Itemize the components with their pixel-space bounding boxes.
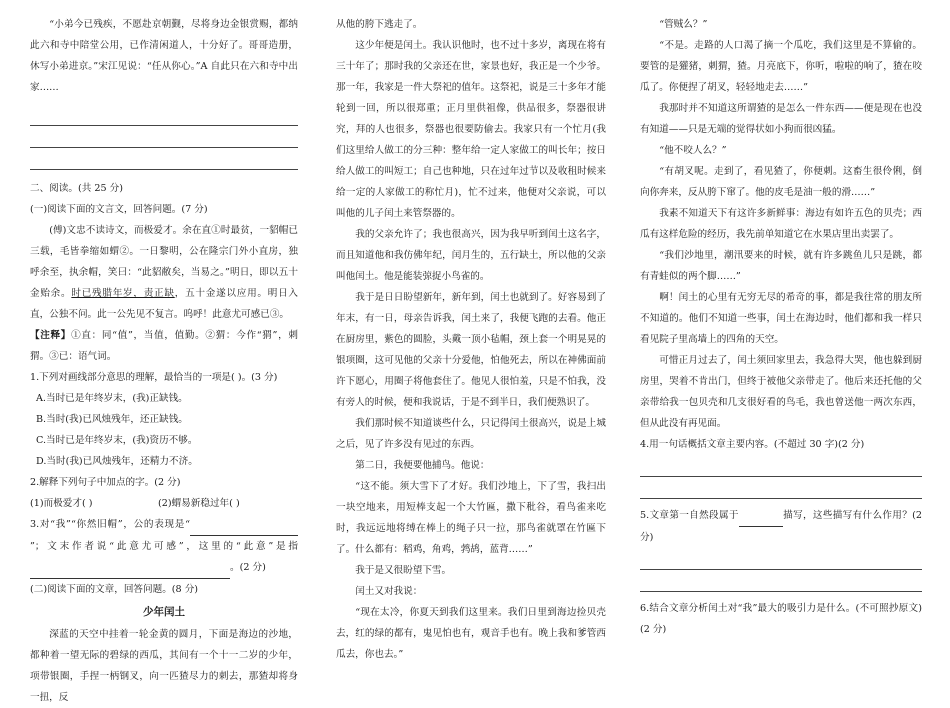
story-paragraph: 第二日，我便要他捕鸟。他说： bbox=[355, 460, 490, 471]
story-paragraph: “现在太冷，你夏天到我们这里来。我们日里到海边捡贝壳去，红的绿的都有，鬼见怕也有，观音手也有。晚上我和爹管西瓜去，你也去。” bbox=[336, 607, 606, 660]
classical-underlined: 时已残腊年岁，责正缺 bbox=[71, 288, 175, 299]
answer-line[interactable] bbox=[640, 477, 922, 499]
q3-end: 。(2 分) bbox=[230, 562, 266, 573]
story-paragraph: “有胡叉呢。走到了，看见猹了，你便刺。这畜生很伶俐，倒向你奔来，反从胯下窜了。他的皮毛是油一般的滑……” bbox=[640, 166, 922, 198]
q3-mid: ”；文末作者说“此意尤可感”，这里的“此意”是指 bbox=[30, 541, 298, 552]
story-paragraph: 闰土又对我说： bbox=[355, 586, 423, 597]
classical-pre: (傅)文忠不读诗文，而极爱才。余在直①时最贫，一貂帽已三载，毛皆拳缩如蝟②。一日黎明，公在隆宗门外小直房，独呼余至，执余帽，笑曰：“此貂敝矣，当易之。”明日，即以五十金贻余。 bbox=[30, 225, 298, 299]
notes-label: 【注释】 bbox=[30, 330, 72, 341]
part1-heading: (一)阅读下面的文言文，回答问题。(7 分) bbox=[30, 204, 208, 215]
question-3 bbox=[30, 514, 298, 579]
story-paragraph: “不是。走路的人口渴了摘一个瓜吃，我们这里是不算偷的。要管的是獾猪，刺猬，猹。月亮底下，你听，啦啦的响了，猹在咬瓜了。你便捏了胡叉，轻轻地走去……” bbox=[640, 40, 922, 93]
story-paragraph: 我那时并不知道这所谓猹的是怎么一件东西——便是现在也没有知道——只是无端的觉得状如小狗而很凶猛。 bbox=[640, 103, 922, 135]
story-paragraph: 我的父亲允许了；我也很高兴，因为我早听到闰土这名字，而且知道他和我仿佛年纪，闰月生的，五行缺土，所以他的父亲叫他闰土。他是能装弶捉小鸟雀的。 bbox=[336, 229, 606, 282]
story-paragraph: 我于是日日盼望新年，新年到，闰土也就到了。好容易到了年末，有一日，母亲告诉我，闰土来了，我便飞跑的去看。他正在厨房里，紫色的圆脸，头戴一顶小毡帽，颈上套一个明晃晃的银项圈，这可见他的父亲十分爱他，怕他死去，所以在神佛面前许下愿心，用圈子将他套住了。他见人很怕羞，只是不怕我，没有旁人的时候，便和我说话，于是不到半日，我们便熟识了。 bbox=[336, 292, 606, 408]
story-paragraph: “这不能。须大雪下了才好。我们沙地上，下了雪，我扫出一块空地来，用短棒支起一个大竹匾，撒下秕谷，看鸟雀来吃时，我远远地将缚在棒上的绳子只一拉，那鸟雀就罩在竹匾下了。什么都有：稻鸡，角鸡，鹁鸪，蓝背……” bbox=[336, 481, 606, 555]
part2-heading: (二)阅读下面的文章，回答问题。(8 分) bbox=[30, 584, 199, 595]
notes-text: ①直：同“值”，当值，值勤。②猬：今作“猬”，刺猬。③已：语气词。 bbox=[30, 330, 298, 362]
column-left bbox=[30, 0, 299, 703]
q5-blank[interactable] bbox=[739, 505, 783, 527]
classical-text bbox=[30, 220, 298, 325]
answer-line[interactable] bbox=[30, 104, 298, 126]
q2-item-2[interactable]: (2)蝟易新稳过年( ) bbox=[158, 498, 240, 509]
story-paragraph: 我于是又很盼望下雪。 bbox=[355, 565, 452, 576]
notes bbox=[30, 325, 298, 367]
question-6: 6.结合文章分析闰土对“我”最大的吸引力是什么。(不可照抄原文)(2 分) bbox=[640, 603, 922, 635]
classical-post: ，五十金遂以应用。明日入直，公独不问。此一公先见不复言。呜呼！此意尤可感已③。 bbox=[30, 288, 299, 320]
q1-option-a[interactable]: A.当时已是年终岁末，(我)正缺钱。 bbox=[36, 393, 188, 404]
story-title: 少年闰土 bbox=[143, 606, 185, 618]
q2-items bbox=[30, 493, 298, 514]
story-paragraph: 从他的胯下逃走了。 bbox=[336, 19, 423, 30]
story-paragraph: 啊！闰土的心里有无穷无尽的希奇的事，都是我往常的朋友所不知道的。他们不知道一些事，闰土在海边时，他们都和我一样只看见院子里高墙上的四角的天空。 bbox=[640, 292, 922, 345]
story-paragraph: “他不咬人么？” bbox=[659, 145, 727, 156]
section-title: 二、阅读。(共 25 分) bbox=[30, 183, 123, 194]
story-paragraph: 我素不知道天下有这许多新鲜事：海边有如许五色的贝壳；西瓜有这样危险的经历，我先前单知道它在水果店里出卖罢了。 bbox=[640, 208, 922, 240]
q1-option-d[interactable]: D.当时(我)已风烛残年，还精力不济。 bbox=[36, 456, 198, 467]
story-paragraph: 可惜正月过去了，闰土须回家里去，我急得大哭，他也躲到厨房里，哭着不肯出门，但终于被他父亲带走了。他后来还托他的父亲带给我一包贝壳和几支很好看的鸟毛，我也曾送他一两次东西，但从此没有再见面。 bbox=[640, 355, 922, 429]
story-paragraph: “我们沙地里，潮汛要来的时候，就有许多跳鱼儿只是跳，都有青蛙似的两个脚……” bbox=[640, 250, 922, 282]
story-paragraph: “管贼么？” bbox=[659, 19, 708, 30]
q5-pre: 5.文章第一自然段属于 bbox=[640, 510, 739, 521]
top-excerpt: “小弟今已残疾，不愿赴京朝觐，尽将身边金银赏赐，都纳此六和寺中陪堂公用，已作清闲道人，十分好了。哥哥造册，休写小弟进京。”宋江见说：“任从你心。”A 自此只在六和寺中出家…… bbox=[30, 19, 298, 93]
story-paragraph: 我们那时候不知道谈些什么，只记得闰土很高兴，说是上城之后，见了许多没有见过的东西。 bbox=[336, 418, 606, 450]
answer-line[interactable] bbox=[30, 148, 298, 170]
question-4: 4.用一句话概括文章主要内容。(不超过 30 字)(2 分) bbox=[640, 439, 865, 450]
story-paragraph-1: 深蓝的天空中挂着一轮金黄的圆月，下面是海边的沙地，都种着一望无际的碧绿的西瓜，其间有一个十一二岁的少年，项带银圈，手捏一柄钢叉，向一匹猹尽力的刺去，那猹却将身一扭，反 bbox=[30, 629, 298, 703]
column-right bbox=[640, 0, 922, 672]
question-5 bbox=[640, 505, 922, 548]
question-1: 1.下列对画线部分意思的理解，最恰当的一项是( )。(3 分) bbox=[30, 372, 278, 383]
q3-pre: 3.对“我”“你然旧帽”，公的表现是“ bbox=[30, 519, 190, 530]
q5-post: 描写，这些描写有什么作用？(2 分) bbox=[640, 510, 922, 543]
story-paragraph: 这少年便是闰土。我认识他时，也不过十多岁，离现在将有三十年了；那时我的父亲还在世，家景也好，我正是一个少爷。那一年，我家是一件大祭祀的值年。这祭祀，说是三十多年才能轮到一回，所以很郑重；正月里供祖像，供品很多，祭器很讲究，拜的人也很多，祭器也很要防偷去。我家只有一个忙月(我们这里给人做工的分三种：整年给一定人家做工的叫长年；按日给人做工的叫短工；自己也种地，只在过年过节以及收租时候来给一定的人家做工的称忙月)，忙不过来，他便对父亲说，可以叫他的儿子闰土来管祭器的。 bbox=[336, 40, 606, 219]
answer-line[interactable] bbox=[640, 455, 922, 477]
q3-blank-2[interactable] bbox=[30, 557, 230, 579]
column-middle bbox=[336, 0, 606, 672]
answer-line[interactable] bbox=[640, 548, 922, 570]
q3-blank-1[interactable] bbox=[190, 514, 298, 536]
answer-line[interactable] bbox=[30, 126, 298, 148]
answer-line[interactable] bbox=[640, 570, 922, 592]
question-2: 2.解释下列句子中加点的字。(2 分) bbox=[30, 477, 181, 488]
q1-option-b[interactable]: B.当时(我)已风烛残年，还正缺钱。 bbox=[36, 414, 188, 425]
q1-option-c[interactable]: C.当时已是年终岁末，(我)资历不够。 bbox=[36, 435, 198, 446]
q2-item-1[interactable]: (1)而极爱才( ) bbox=[30, 498, 93, 509]
